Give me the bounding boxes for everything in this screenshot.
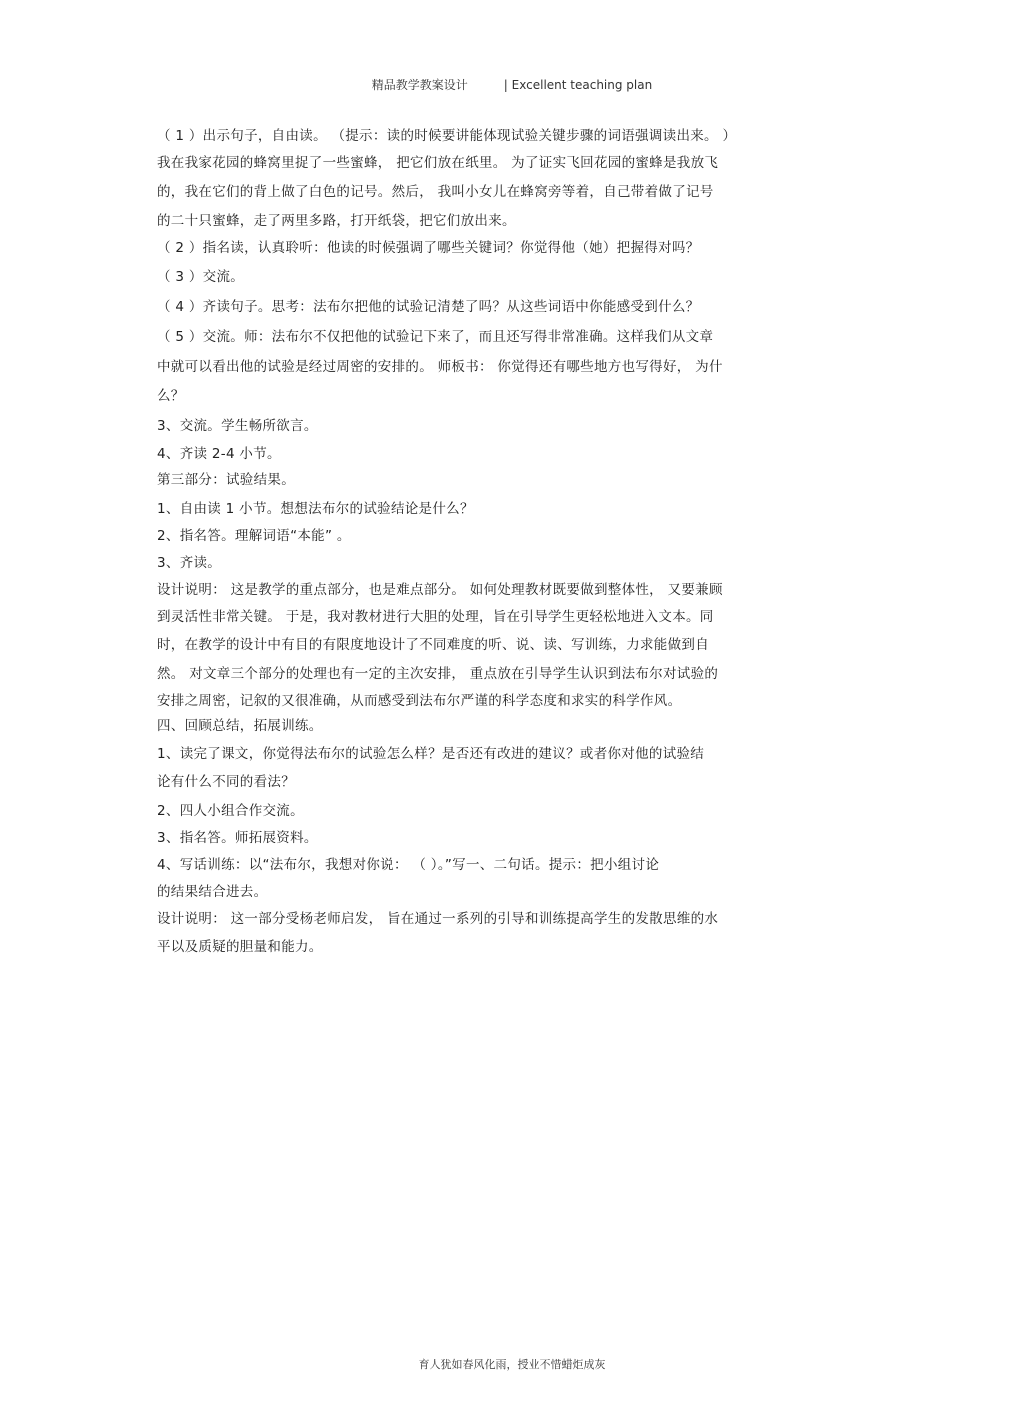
text-line: （ 1 ）出示句子，自由读。 （提示：读的时候要讲能体现试验关键步骤的词语强调读出来。 ） xyxy=(157,128,737,144)
text-line: 论有什么不同的看法？ xyxy=(157,774,295,790)
text-line: 然。 对文章三个部分的处理也有一定的主次安排， 重点放在引导学生认识到法布尔对试验的 xyxy=(157,666,719,682)
text-line: 的结果结合进去。 xyxy=(157,884,268,900)
text-line: 安排之周密，记叙的又很准确，从而感受到法布尔严谨的科学态度和求实的科学作风。 xyxy=(157,693,682,709)
page-footer: 育人犹如春风化雨，授业不惜蜡炬成灰 xyxy=(418,1358,606,1371)
text-line: 1、读完了课文，你觉得法布尔的试验怎么样？是否还有改进的建议？或者你对他的试验结 xyxy=(157,746,705,762)
text-line: 么？ xyxy=(157,388,185,404)
text-line: 中就可以看出他的试验是经过周密的安排的。 师板书： 你觉得还有哪些地方也写得好， 为什 xyxy=(157,359,723,375)
header-title-en: | Excellent teaching plan xyxy=(503,78,653,92)
page-header xyxy=(0,76,1024,93)
text-line: 时，在教学的设计中有目的有限度地设计了不同难度的听、说、读、写训练，力求能做到自 xyxy=(157,637,709,653)
text-line: 设计说明： 这一部分受杨老师启发， 旨在通过一系列的引导和训练提高学生的发散思维的水 xyxy=(157,911,719,927)
text-line: 我在我家花园的蜂窝里捉了一些蜜蜂， 把它们放在纸里。 为了证实飞回花园的蜜蜂是我放飞 xyxy=(157,155,719,171)
text-line: 到灵活性非常关键。 于是，我对教材进行大胆的处理，旨在引导学生更轻松地进入文本。同 xyxy=(157,609,714,625)
text-line: （ 4 ）齐读句子。思考：法布尔把他的试验记清楚了吗？从这些词语中你能感受到什么？ xyxy=(157,299,700,315)
text-line: 4、齐读 2-4 小节。 xyxy=(157,446,281,462)
text-line: 2、指名答。理解词语“本能” 。 xyxy=(157,528,351,544)
text-line: 的，我在它们的背上做了白色的记号。然后， 我叫小女儿在蜂窝旁等着，自己带着做了记号 xyxy=(157,184,714,200)
text-line: 3、齐读。 xyxy=(157,555,222,571)
header-title-cn: 精品教学教案设计 xyxy=(371,78,468,92)
text-line: 3、指名答。师拓展资料。 xyxy=(157,830,318,846)
text-line: （ 5 ）交流。师：法布尔不仅把他的试验记下来了，而且还写得非常准确。这样我们从文章 xyxy=(157,329,714,345)
section-heading: 第三部分：试验结果。 xyxy=(157,472,295,488)
text-line: 4、写话训练：以“法布尔，我想对你说： （ ）。”写一、二句话。提示：把小组讨论 xyxy=(157,857,660,873)
section-heading: 四、回顾总结，拓展训练。 xyxy=(157,718,323,734)
text-line: 1、自由读 1 小节。想想法布尔的试验结论是什么？ xyxy=(157,501,474,517)
text-line: （ 2 ）指名读，认真聆听：他读的时候强调了哪些关键词？你觉得他（她）把握得对吗？ xyxy=(157,240,700,256)
text-line: 3、交流。学生畅所欲言。 xyxy=(157,418,318,434)
text-line: （ 3 ）交流。 xyxy=(157,269,245,285)
text-line: 设计说明： 这是教学的重点部分，也是难点部分。 如何处理教材既要做到整体性， 又要兼顾 xyxy=(157,582,723,598)
text-line: 平以及质疑的胆量和能力。 xyxy=(157,939,323,955)
text-line: 2、四人小组合作交流。 xyxy=(157,803,304,819)
text-line: 的二十只蜜蜂，走了两里多路，打开纸袋，把它们放出来。 xyxy=(157,213,516,229)
